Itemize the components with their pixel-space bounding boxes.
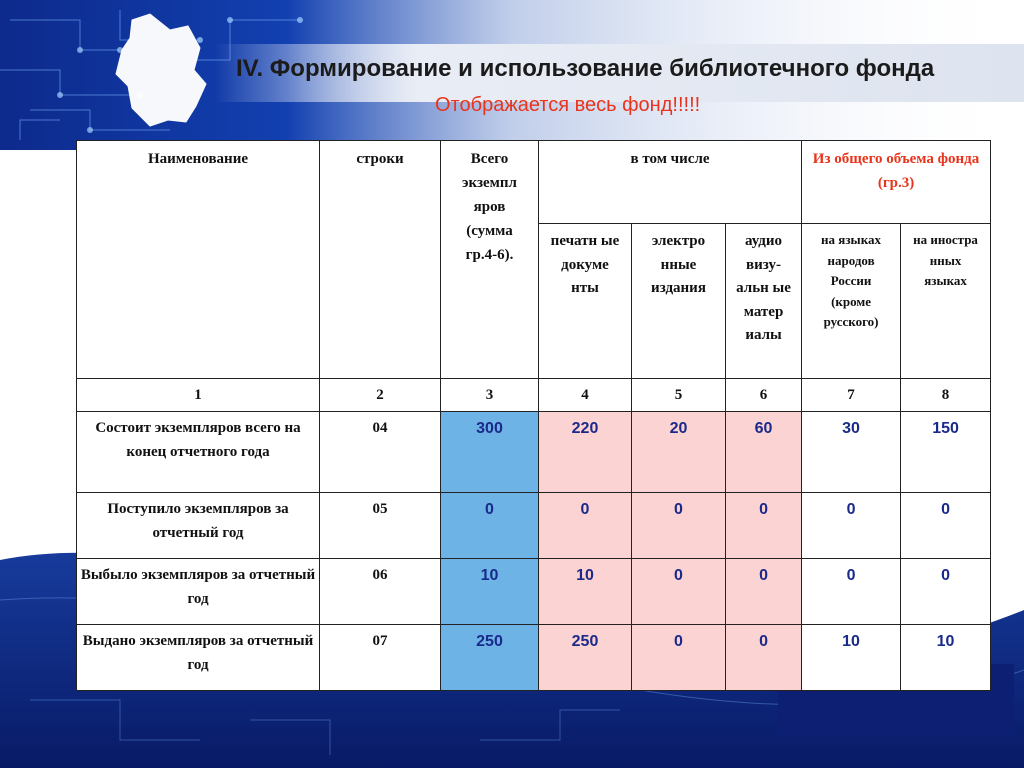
value-printed: 0 xyxy=(539,493,632,559)
header-name: Наименование xyxy=(77,141,320,379)
header-electronic: электро нные издания xyxy=(632,224,726,379)
header-foreign-langs: на иностра нных языках xyxy=(901,224,991,379)
value-audiovisual: 0 xyxy=(726,559,802,625)
value-electronic: 0 xyxy=(632,559,726,625)
value-total: 250 xyxy=(441,625,539,691)
header-national-langs: на языках народов России (кроме русского) xyxy=(802,224,901,379)
value-national-langs: 10 xyxy=(802,625,901,691)
column-number: 1 xyxy=(77,379,320,412)
header-row xyxy=(77,141,991,224)
table-row xyxy=(77,559,991,625)
column-number: 2 xyxy=(320,379,441,412)
value-total: 0 xyxy=(441,493,539,559)
table-row xyxy=(77,625,991,691)
value-printed: 10 xyxy=(539,559,632,625)
column-number: 8 xyxy=(901,379,991,412)
header-total: Всего экземпл яров (сумма гр.4-6). xyxy=(441,141,539,379)
value-printed: 250 xyxy=(539,625,632,691)
row-code: 06 xyxy=(320,559,441,625)
library-fund-table xyxy=(76,140,991,691)
value-electronic: 0 xyxy=(632,493,726,559)
row-code: 04 xyxy=(320,412,441,493)
value-electronic: 20 xyxy=(632,412,726,493)
row-code: 07 xyxy=(320,625,441,691)
value-electronic: 0 xyxy=(632,625,726,691)
row-name: Выдано экземпляров за отчетный год xyxy=(77,625,320,691)
value-national-langs: 0 xyxy=(802,559,901,625)
row-name: Состоит экземпляров всего на конец отчетного года xyxy=(77,412,320,493)
value-foreign-langs: 150 xyxy=(901,412,991,493)
row-code: 05 xyxy=(320,493,441,559)
value-audiovisual: 60 xyxy=(726,412,802,493)
column-number: 7 xyxy=(802,379,901,412)
row-name: Поступило экземпляров за отчетный год xyxy=(77,493,320,559)
table-row xyxy=(77,493,991,559)
value-national-langs: 0 xyxy=(802,493,901,559)
header-from-total: Из общего объема фонда (гр.3) xyxy=(802,141,991,224)
value-foreign-langs: 10 xyxy=(901,625,991,691)
value-total: 10 xyxy=(441,559,539,625)
header-rows: строки xyxy=(320,141,441,379)
value-audiovisual: 0 xyxy=(726,625,802,691)
value-audiovisual: 0 xyxy=(726,493,802,559)
value-foreign-langs: 0 xyxy=(901,493,991,559)
column-number: 4 xyxy=(539,379,632,412)
table-row xyxy=(77,412,991,493)
row-name: Выбыло экземпляров за отчетный год xyxy=(77,559,320,625)
header-printed: печатн ые докуме нты xyxy=(539,224,632,379)
value-total: 300 xyxy=(441,412,539,493)
header-audiovisual: аудио визу- альн ые матер иалы xyxy=(726,224,802,379)
column-number: 3 xyxy=(441,379,539,412)
value-printed: 220 xyxy=(539,412,632,493)
value-national-langs: 30 xyxy=(802,412,901,493)
column-number-row xyxy=(77,379,991,412)
column-number: 6 xyxy=(726,379,802,412)
value-foreign-langs: 0 xyxy=(901,559,991,625)
header-including: в том числе xyxy=(539,141,802,224)
slide-subtitle: Отображается весь фонд!!!!! xyxy=(435,94,701,116)
slide-title: IV. Формирование и использование библиотечного фонда xyxy=(236,55,935,82)
column-number: 5 xyxy=(632,379,726,412)
